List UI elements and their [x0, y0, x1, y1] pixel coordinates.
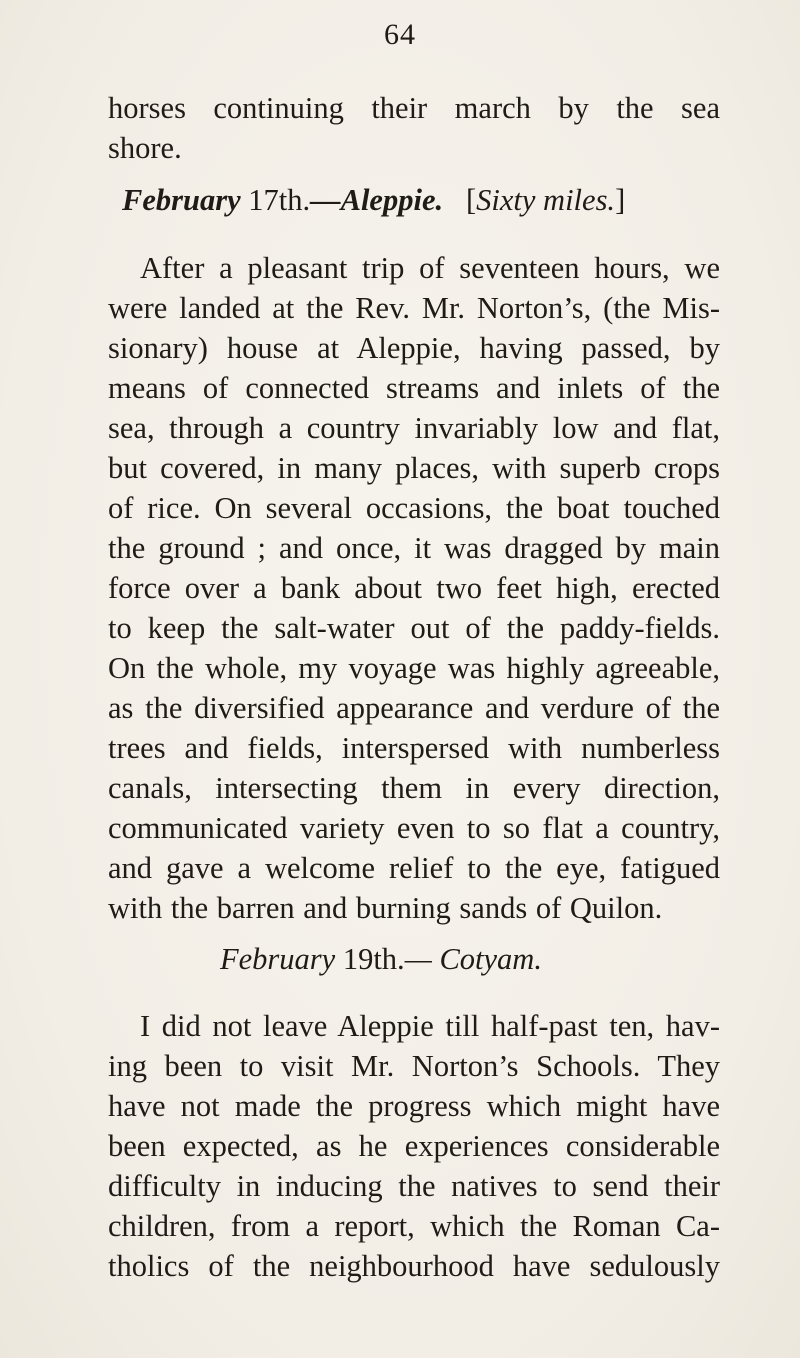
page-number: 64 [384, 18, 416, 51]
text-line: communicated variety even to so flat a country, [108, 811, 720, 845]
entry-paragraph-feb-19 [108, 1006, 720, 1286]
text-line: but covered, in many places, with superb crops [108, 451, 720, 485]
text-line: difficulty in inducing the natives to send their [108, 1169, 720, 1203]
text-line: trees and fields, interspersed with numberless [108, 731, 720, 765]
text-line: children, from a report, which the Roman Ca- [108, 1209, 720, 1243]
text-line: means of connected streams and inlets of the [108, 371, 720, 405]
heading-month: February [122, 183, 241, 217]
text-line: horses continuing their march by the sea [108, 91, 720, 125]
heading-dash: — [404, 942, 432, 976]
text-line: ing been to visit Mr. Norton’s Schools. They [108, 1049, 720, 1083]
heading-place: Cotyam. [439, 942, 542, 976]
heading-dash: — [310, 183, 341, 217]
text-line: of rice. On several occasions, the boat touched [108, 491, 720, 525]
text-line: as the diversified appearance and verdure of the [108, 691, 720, 725]
text-line: and gave a welcome relief to the eye, fatigued [108, 851, 720, 885]
heading-month: February [220, 942, 336, 976]
text-line: On the whole, my voyage was highly agreeable, [108, 651, 720, 685]
text-line: been expected, as he experiences considerable [108, 1129, 720, 1163]
entry-heading-feb-17: February 17th.—Aleppie. [Sixty miles.] [122, 183, 626, 217]
text-line: sionary) house at Aleppie, having passed, by [108, 331, 720, 365]
continuation-paragraph [108, 88, 720, 168]
heading-day: 19th. [342, 942, 405, 976]
text-line: shore. [108, 131, 182, 165]
text-line: to keep the salt-water out of the paddy-fields. [108, 611, 720, 645]
heading-place: Aleppie. [340, 183, 444, 217]
text-line: sea, through a country invariably low and flat, [108, 411, 720, 445]
text-line: have not made the progress which might have [108, 1089, 720, 1123]
text-line: tholics of the neighbourhood have sedulously [108, 1249, 720, 1283]
text-line: After a pleasant trip of seventeen hours, we [140, 251, 720, 285]
entry-heading-feb-19 [220, 942, 542, 977]
text-line: were landed at the Rev. Mr. Norton’s, (the Mis- [108, 291, 720, 325]
text-line: I did not leave Aleppie till half-past ten, hav- [140, 1009, 720, 1043]
heading-day: 17th. [248, 183, 311, 217]
text-line: the ground ; and once, it was dragged by main [108, 531, 720, 565]
text-line: with the barren and burning sands of Quilon. [108, 891, 663, 925]
heading-distance: Sixty miles. [476, 183, 616, 217]
entry-paragraph-feb-17 [108, 248, 720, 928]
text-line: force over a bank about two feet high, erected [108, 571, 720, 605]
text-line: canals, intersecting them in every direction, [108, 771, 720, 805]
